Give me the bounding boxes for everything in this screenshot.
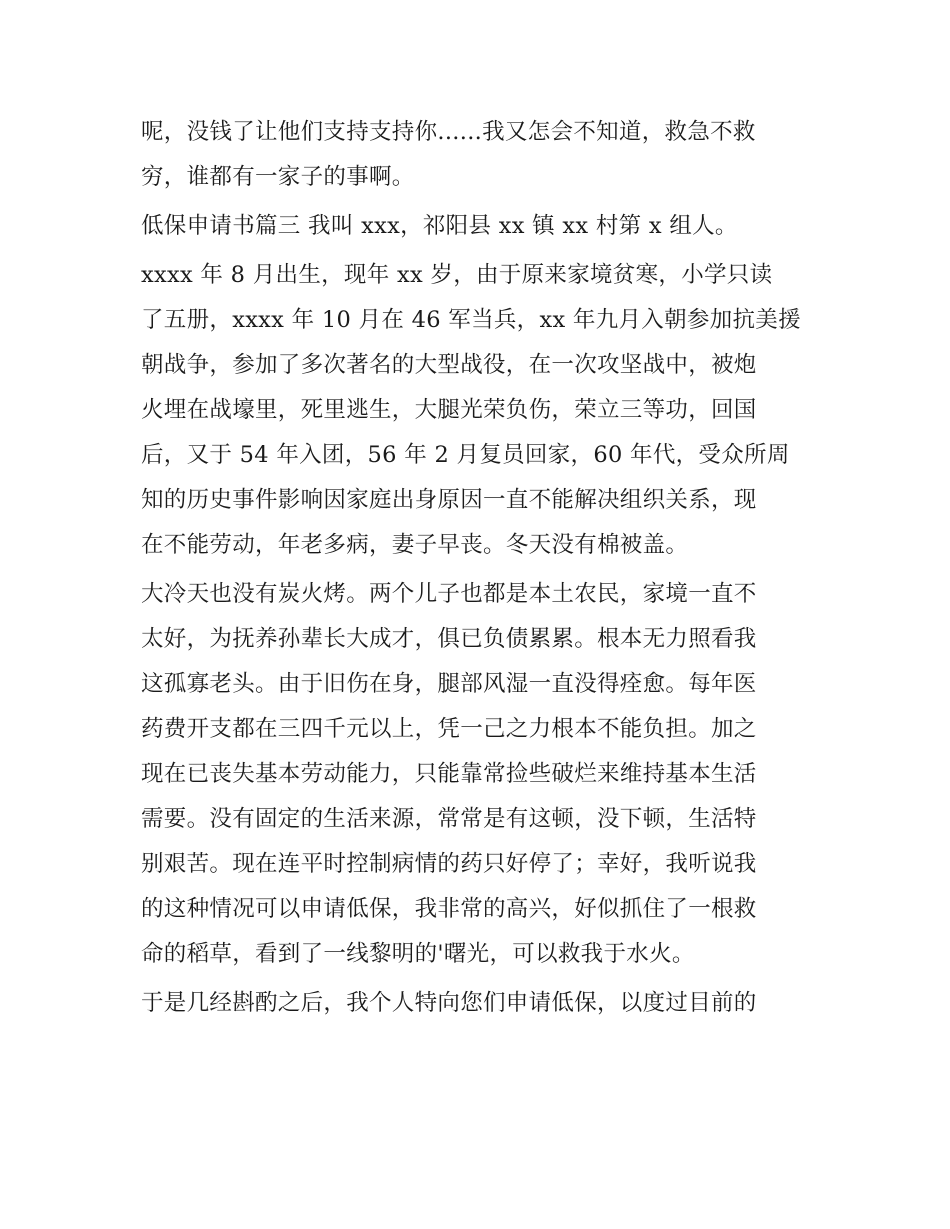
text-line: 穷，谁都有一家子的事啊。	[141, 164, 415, 190]
text-line: 知的历史事件影响因家庭出身原因一直不能解决组织关系，现	[141, 487, 757, 513]
text-line: 别艰苦。现在连平时控制病情的药只好停了；幸好，我听说我	[141, 851, 757, 877]
text-line: 呢，没钱了让他们支持支持你......我又怎会不知道，救急不救	[141, 119, 756, 145]
paragraph-3	[141, 253, 821, 568]
document-body	[141, 110, 821, 1026]
text-line: 火埋在战壕里，死里逃生，大腿光荣负伤，荣立三等功，回国	[141, 397, 757, 423]
text-line: 太好，为抚养孙辈长大成才，俱已负债累累。根本无力照看我	[141, 626, 757, 652]
text-line: 现在已丧失基本劳动能力，只能靠常捡些破烂来维持基本生活	[141, 761, 757, 787]
text-line: 低保申请书篇三 我叫 xxx，祁阳县 xx 镇 xx 村第 x 组人。	[141, 213, 738, 239]
text-line: 大冷天也没有炭火烤。两个儿子也都是本土农民，家境一直不	[141, 581, 757, 607]
paragraph-5	[141, 981, 821, 1026]
text-line: xxxx 年 8 月出生，现年 xx 岁，由于原来家境贫寒，小学只读	[141, 262, 773, 288]
text-line: 需要。没有固定的生活来源，常常是有这顿，没下顿，生活特	[141, 806, 757, 832]
text-line: 后，又于 54 年入团，56 年 2 月复员回家，60 年代，受众所周	[141, 442, 790, 468]
text-line: 朝战争，参加了多次著名的大型战役，在一次攻坚战中，被炮	[141, 352, 757, 378]
text-line: 的这种情况可以申请低保，我非常的高兴，好似抓住了一根救	[141, 896, 757, 922]
paragraph-2	[141, 204, 821, 249]
paragraph-1	[141, 110, 821, 200]
text-line: 命的稻草，看到了一线黎明的'曙光，可以救我于水火。	[141, 941, 695, 967]
text-line: 于是几经斟酌之后，我个人特向您们申请低保，以度过目前的	[141, 990, 757, 1016]
text-line: 药费开支都在三四千元以上，凭一己之力根本不能负担。加之	[141, 716, 757, 742]
text-line: 了五册，xxxx 年 10 月在 46 军当兵，xx 年九月入朝参加抗美援	[141, 307, 801, 333]
text-line: 在不能劳动，年老多病，妻子早丧。冬天没有棉被盖。	[141, 532, 689, 558]
text-line: 这孤寡老头。由于旧伤在身，腿部风湿一直没得痊愈。每年医	[141, 671, 757, 697]
paragraph-4	[141, 572, 821, 977]
